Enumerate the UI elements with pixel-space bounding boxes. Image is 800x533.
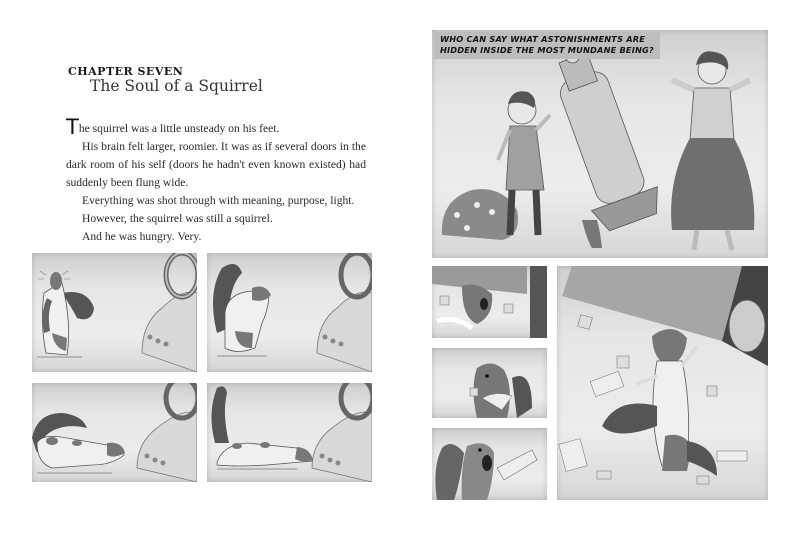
comic-panel-6 xyxy=(432,266,547,338)
right-page xyxy=(400,0,800,533)
comic-panel-8 xyxy=(432,428,547,500)
squirrel-eating-cracker-illustration xyxy=(432,348,547,418)
comic-panel-2 xyxy=(207,253,372,372)
comic-panel-7 xyxy=(432,348,547,418)
comic-panel-3 xyxy=(32,383,197,482)
caption-line-1: WHO CAN SAY WHAT ASTONISHMENTS ARE xyxy=(440,34,646,44)
vacuum-lift-scene-illustration xyxy=(432,30,768,258)
squirrel-sniffing-illustration xyxy=(207,383,372,482)
squirrel-creeping-illustration xyxy=(32,383,197,482)
squirrel-crouching-illustration xyxy=(207,253,372,372)
squirrel-lifting-box-illustration xyxy=(557,266,768,500)
squirrel-standing-illustration xyxy=(32,253,197,372)
paragraph-4: However, the squirrel was still a squirrel. xyxy=(82,212,273,225)
squirrel-cheering-illustration xyxy=(432,428,547,500)
comic-panel-5 xyxy=(432,30,768,258)
paragraph-5: And he was hungry. Very. xyxy=(82,230,202,243)
paragraph-1: The squirrel was a little unsteady on his feet. xyxy=(66,115,280,139)
chapter-title: The Soul of a Squirrel xyxy=(90,77,263,95)
comic-panel-4 xyxy=(207,383,372,482)
squirrel-bursting-illustration xyxy=(432,266,547,338)
drop-cap: T xyxy=(66,115,79,139)
chapter-label: CHAPTER SEVEN xyxy=(68,65,184,78)
paragraph-2: His brain felt larger, roomier. It was as if several doors in the dark room of his self (doors he hadn't even known existed) had suddenly been flung wide. xyxy=(66,140,366,189)
chapter-body-text xyxy=(66,115,366,246)
comic-panel-1 xyxy=(32,253,197,372)
comic-panel-9 xyxy=(557,266,768,500)
paragraph-3: Everything was shot through with meaning, purpose, light. xyxy=(82,194,355,207)
caption-box xyxy=(434,32,660,59)
caption-line-2: HIDDEN INSIDE THE MOST MUNDANE BEING? xyxy=(440,45,654,55)
